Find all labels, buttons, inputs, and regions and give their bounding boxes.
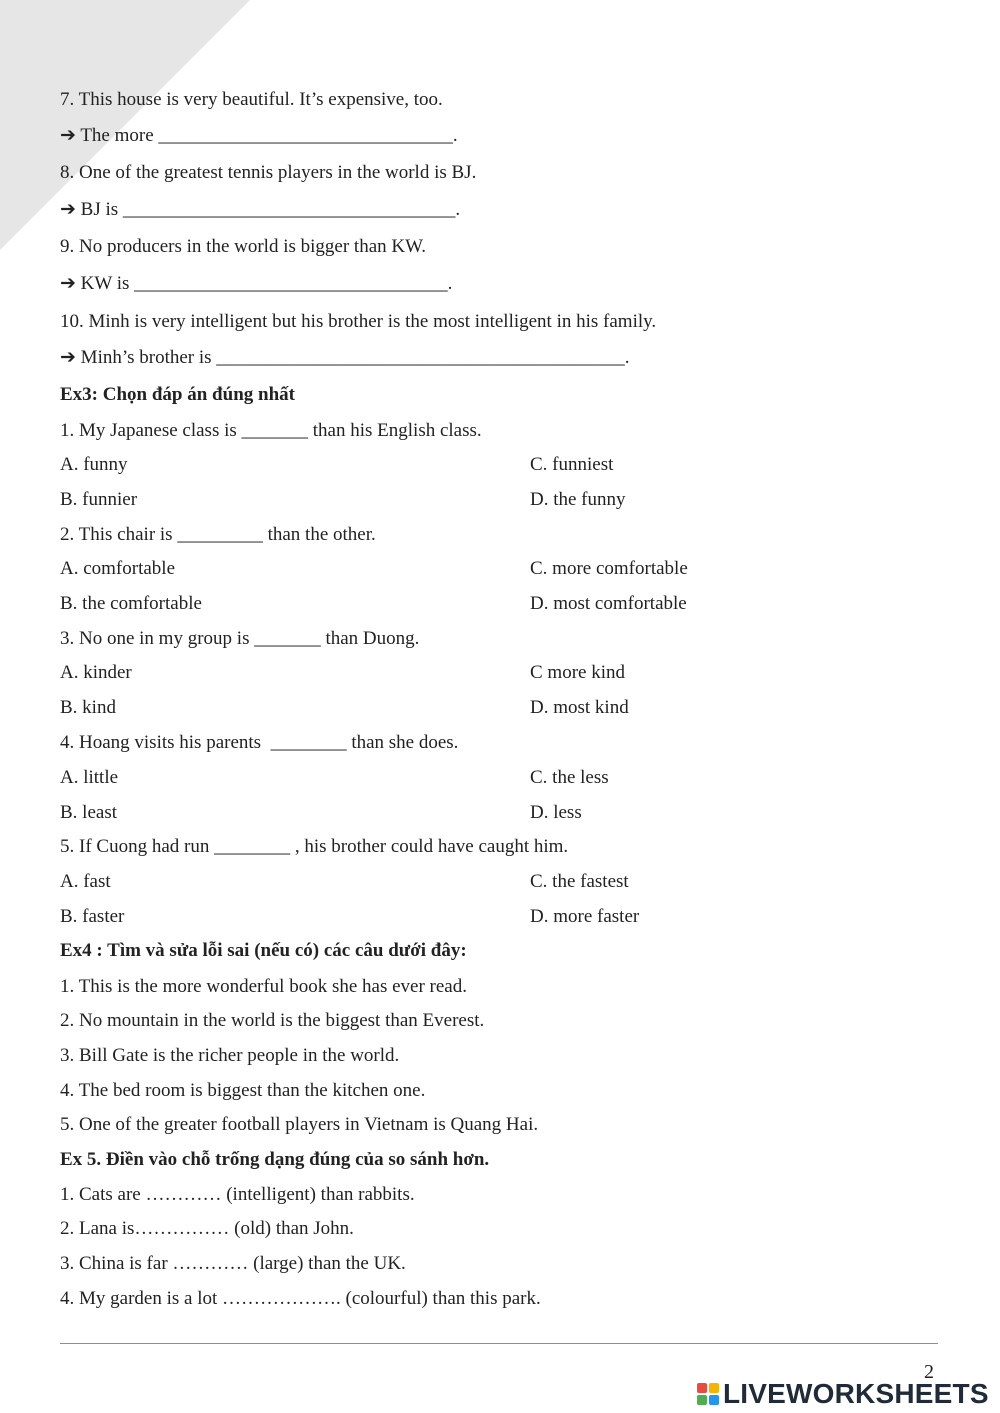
ex3-q1-option-d: D. the funny	[530, 489, 626, 510]
footer-rule	[60, 1343, 938, 1344]
answer-line-9: ➔ KW is _________________________________.	[60, 273, 453, 294]
ex4-item-4: 4. The bed room is biggest than the kitchen one.	[60, 1080, 426, 1101]
ex5-item-4: 4. My garden is a lot ………………. (colourful) than this park.	[60, 1288, 541, 1309]
ex5-heading: Ex 5. Điền vào chỗ trống dạng đúng của so sánh hơn.	[60, 1149, 490, 1170]
ex3-q5-option-a: A. fast	[60, 871, 111, 892]
sentence-7: 7. This house is very beautiful. It’s expensive, too.	[60, 89, 443, 110]
ex3-q1-option-c: C. funniest	[530, 454, 614, 475]
answer-line-7: ➔ The more _______________________________.	[60, 125, 458, 146]
ex3-q1-option-a: A. funny	[60, 454, 128, 475]
ex3-question-2: 2. This chair is _________ than the other.	[60, 524, 376, 545]
ex3-q2-option-c: C. more comfortable	[530, 558, 688, 579]
ex3-q4-option-a: A. little	[60, 767, 119, 788]
liveworksheets-logo[interactable]	[697, 1379, 989, 1409]
answer-line-8: ➔ BJ is ___________________________________.	[60, 199, 461, 220]
ex3-q3-option-d: D. most kind	[530, 697, 629, 718]
ex3-q5-option-c: C. the fastest	[530, 871, 629, 892]
ex3-q5-option-d: D. more faster	[530, 906, 640, 927]
ex3-question-1: 1. My Japanese class is _______ than his English class.	[60, 420, 482, 441]
liveworksheets-logo-icon	[697, 1383, 719, 1405]
ex5-item-2: 2. Lana is…………… (old) than John.	[60, 1218, 354, 1239]
ex3-question-5: 5. If Cuong had run ________ , his brother could have caught him.	[60, 836, 569, 857]
ex4-item-3: 3. Bill Gate is the richer people in the world.	[60, 1045, 400, 1066]
logo-square-blue	[709, 1395, 719, 1405]
ex3-q3-option-b: B. kind	[60, 697, 116, 718]
answer-line-10: ➔ Minh’s brother is ___________________________________________.	[60, 347, 630, 368]
ex3-q2-option-b: B. the comfortable	[60, 593, 202, 614]
ex3-q3-option-a: A. kinder	[60, 662, 132, 683]
ex3-q5-option-b: B. faster	[60, 906, 125, 927]
ex3-q3-option-c: C more kind	[530, 662, 625, 683]
logo-square-yellow	[709, 1383, 719, 1393]
ex3-heading: Ex3: Chọn đáp án đúng nhất	[60, 384, 295, 405]
ex3-q4-option-d: D. less	[530, 802, 582, 823]
ex4-item-1: 1. This is the more wonderful book she has ever read.	[60, 976, 467, 997]
sentence-8: 8. One of the greatest tennis players in the world is BJ.	[60, 162, 477, 183]
ex4-heading: Ex4 : Tìm và sửa lỗi sai (nếu có) các câu dưới đây:	[60, 940, 467, 961]
logo-square-red	[697, 1383, 707, 1393]
ex3-q2-option-a: A. comfortable	[60, 558, 176, 579]
ex4-item-2: 2. No mountain in the world is the biggest than Everest.	[60, 1010, 485, 1031]
sentence-10: 10. Minh is very intelligent but his brother is the most intelligent in his family.	[60, 311, 657, 332]
logo-square-green	[697, 1395, 707, 1405]
ex3-q4-option-c: C. the less	[530, 767, 609, 788]
ex3-question-3: 3. No one in my group is _______ than Duong.	[60, 628, 420, 649]
ex3-question-4: 4. Hoang visits his parents ________ than she does.	[60, 732, 459, 753]
page-number: 2	[924, 1361, 934, 1383]
ex3-q4-option-b: B. least	[60, 802, 117, 823]
ex5-item-3: 3. China is far ………… (large) than the UK.	[60, 1253, 406, 1274]
ex3-q1-option-b: B. funnier	[60, 489, 138, 510]
liveworksheets-brand-text: LIVEWORKSHEETS	[723, 1378, 989, 1409]
ex4-item-5: 5. One of the greater football players in Vietnam is Quang Hai.	[60, 1114, 539, 1135]
ex5-item-1: 1. Cats are ………… (intelligent) than rabbits.	[60, 1184, 415, 1205]
sentence-9: 9. No producers in the world is bigger than KW.	[60, 236, 427, 257]
ex3-q2-option-d: D. most comfortable	[530, 593, 687, 614]
